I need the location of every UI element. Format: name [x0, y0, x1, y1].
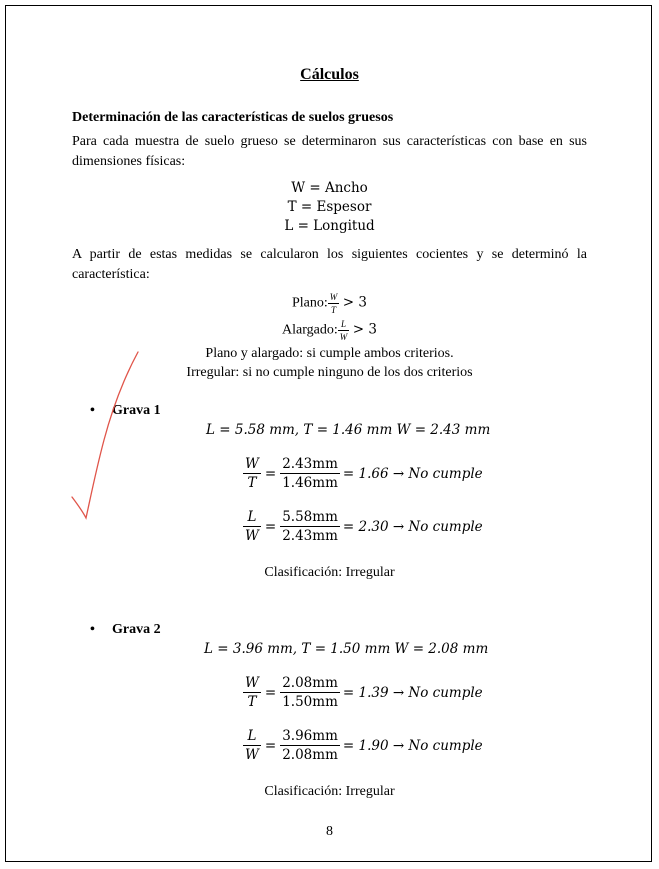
intro-paragraph: Para cada muestra de suelo grueso se determinaron sus características con base en sus dimensiones físicas: [72, 134, 587, 169]
definition-w: W = Ancho [291, 180, 368, 196]
section-heading: Determinación de las características de suelos gruesos [72, 110, 394, 125]
page-number: 8 [326, 824, 333, 839]
criterion-irregular: Irregular: si no cumple ninguno de los dos criterios [186, 365, 473, 380]
sample-2-heading: • Grava 2 [90, 622, 161, 637]
criterion-plano-label: Plano: [292, 295, 328, 311]
bullet-icon: • [90, 403, 95, 418]
criterion-plano-condition: > 3 [342, 294, 367, 311]
sample-1-ratio-lw: $\frac{L}{W}$ = $\frac{5.58mm}{2.43mm}$ = 2.30 → No cumple [245, 509, 483, 544]
sample-2-ratio-wt: $\frac{W}{T}$ = $\frac{2.08mm}{1.50mm}$ = 1.39 → No cumple [245, 675, 483, 710]
criterion-alargado-label: Alargado: [282, 322, 338, 338]
sample-2-classification: Clasificación: Irregular [264, 784, 395, 799]
criterion-alargado-fraction: $\frac{L}{W}$ [339, 319, 348, 342]
ratios-paragraph: A partir de estas medidas se calcularon los siguientes cocientes y se determinó la característica: [72, 247, 587, 282]
sample-1-ratio-wt: $\frac{W}{T}$ = $\frac{2.43mm}{1.46mm}$ = 1.66 → No cumple [245, 456, 483, 491]
sample-2-ratio-lw: $\frac{L}{W}$ = $\frac{3.96mm}{2.08mm}$ = 1.90 → No cumple [245, 728, 483, 763]
criterion-plano-fraction: $\frac{W}{T}$ [329, 292, 338, 315]
sample-1-dimensions: L = 5.58 mm, T = 1.46 mm W = 2.43 mm [206, 422, 491, 438]
sample-1-heading: • Grava 1 [90, 403, 161, 418]
sample-2-dimensions: L = 3.96 mm, T = 1.50 mm W = 2.08 mm [204, 641, 489, 657]
definition-t: T = Espesor [287, 199, 372, 215]
criterion-both: Plano y alargado: si cumple ambos criterios. [205, 346, 454, 361]
sample-1-classification: Clasificación: Irregular [264, 565, 395, 580]
definition-l: L = Longitud [284, 218, 375, 234]
page-title: Cálculos [300, 66, 359, 83]
bullet-icon: • [90, 622, 95, 637]
criterion-alargado-condition: > 3 [352, 321, 377, 338]
